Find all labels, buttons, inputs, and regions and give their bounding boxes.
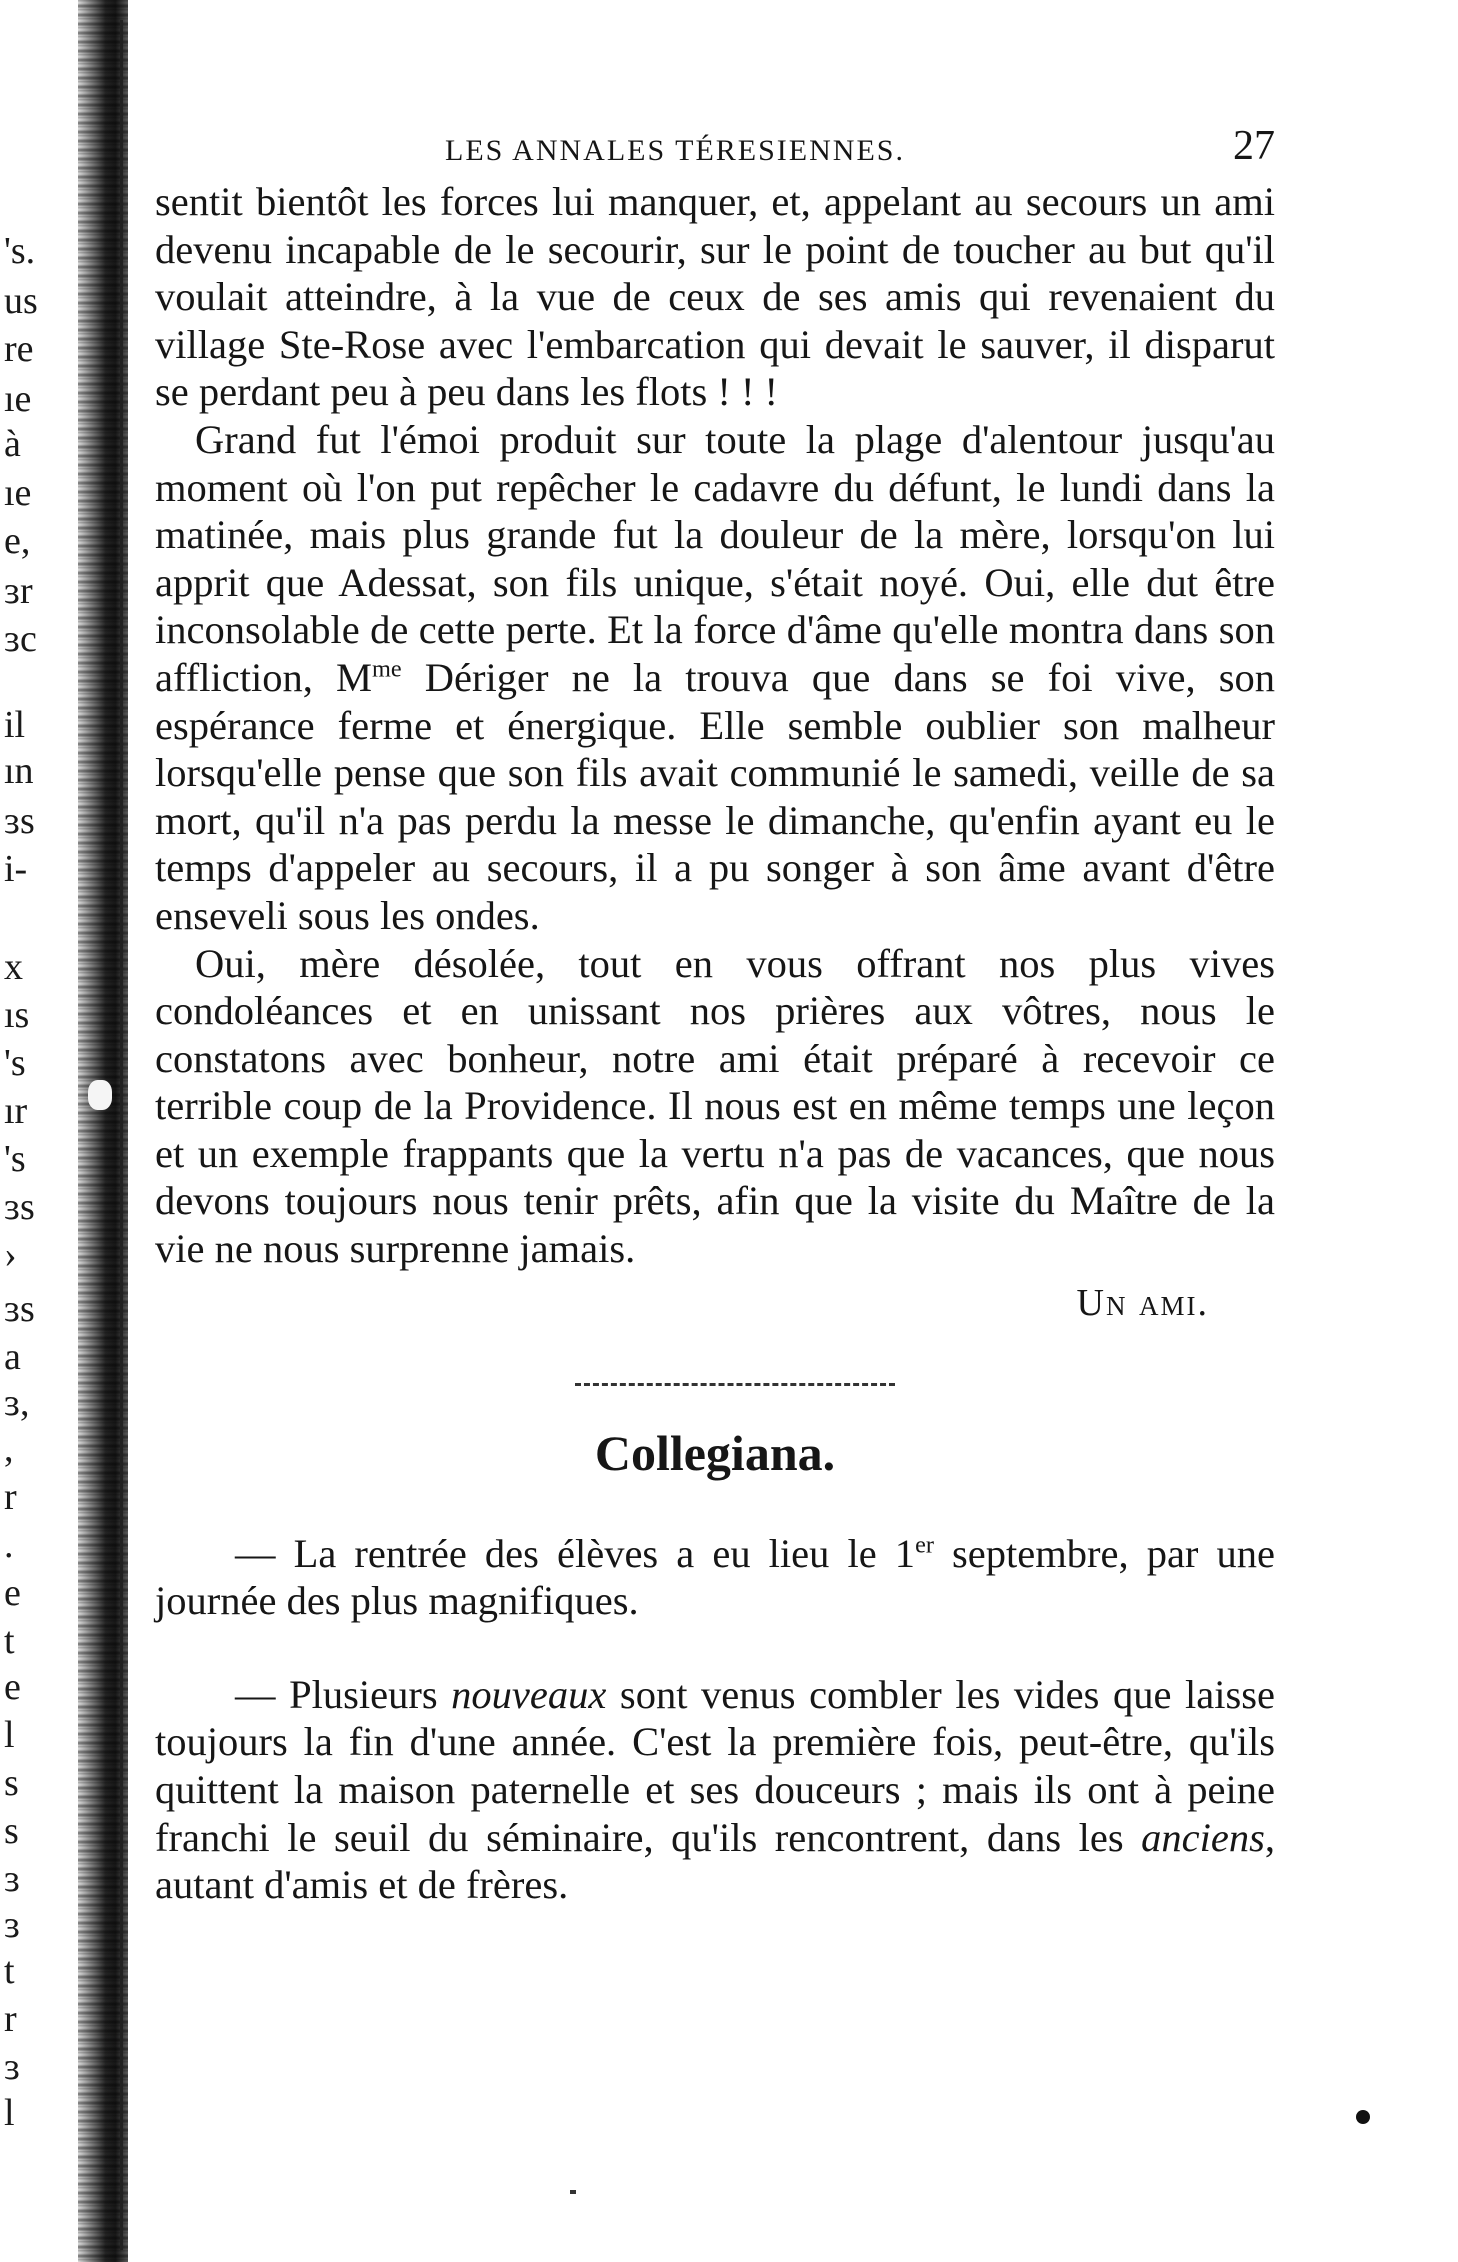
section-title: Collegiana. [594,1424,836,1481]
margin-fragment: r [4,1998,17,2040]
margin-fragment: s [4,1762,19,1804]
margin-fragment: . [4,1524,14,1566]
margin-fragment: e, [4,520,31,562]
stray-dot [1356,2110,1370,2124]
margin-fragment: , [4,1428,14,1470]
page [155,118,1275,1955]
running-head [155,118,1275,178]
margin-fragment: us [4,280,38,322]
item-2-emphasis-1: nouveaux [451,1671,607,1717]
margin-fragment: ır [4,1090,28,1132]
margin-fragment: t [4,1950,15,1992]
margin-fragment: il [4,704,26,746]
collegiana-item-1-text [155,1530,1275,1625]
paragraph-3: Oui, mère désolée, tout en vous offrant nos plus vives condoléances et en unissant nos prières aux vôtres, nous le constatons avec bonheur, notre ami était préparé à recevoir ce terrible coup de la Providence. Il nous est en même temps une leçon et un exemple frappants que la vertu n'a pas de vacances, que nous devons toujours nous tenir prêts, afin que la visite du Maître de la vie ne nous surprenne jamais. [155,940,1275,1272]
margin-fragment: 's [4,1138,26,1180]
paragraph-2 [155,416,1275,940]
item-2-emphasis-2: anciens [1141,1814,1265,1860]
paragraph-2-superscript: me [371,655,402,683]
gutter-spot [88,1080,112,1110]
item-1-text-a: — La rentrée des élèves a eu lieu le 1 [235,1530,916,1576]
margin-fragment: ɜs [4,1186,35,1228]
margin-fragment: ɜr [4,570,33,612]
page-number: 27 [1233,123,1275,169]
section-divider [575,1383,895,1386]
margin-fragment: 's. [4,230,36,272]
margin-fragment: i- [4,848,28,890]
paragraph-2-text-a: Grand fut l'émoi produit sur toute la plage d'alentour jusqu'au moment où l'on put repêcher le cadavre du défunt, le lundi dans la matinée, mais plus grande fut la douleur de la mère, lorsqu'on lui apprit que Adessat, son fils unique, s'était noyé. Oui, elle dut être inconsolable de cette perte. Et la force d'âme qu'elle montra dans son affliction, M [155,416,1275,700]
margin-fragment: s [4,1810,19,1852]
margin-fragment: ɜc [4,618,37,660]
margin-fragment: ɜ, [4,1382,30,1424]
margin-fragment: a [4,1336,21,1378]
gutter-line [120,20,123,2250]
stray-speck [570,2190,576,2194]
margin-fragment: ıe [4,472,32,514]
paragraph-2-text-b: Dériger ne la trouva que dans se foi vive, son espérance ferme et énergique. Elle semble oublier son malheur lorsqu'elle pense que son fils avait communié le samedi, veille de sa mort, qu'il n'a pas perdu la messe le dimanche, qu'enfin ayant eu le temps d'appeler au secours, il a pu songer à son âme avant d'être enseveli sous les ondes. [155,654,1275,938]
margin-fragment: ın [4,750,34,792]
margin-fragment: ɜs [4,800,35,842]
margin-fragment: ɜ [4,2046,20,2088]
margin-fragment: 's [4,1042,26,1084]
previous-page-margin [0,0,80,2262]
margin-fragment: e [4,1666,21,1708]
article-body [155,178,1275,1273]
signature: Un ami. [1076,1281,1209,1324]
margin-fragment: à [4,423,21,465]
collegiana-item-2 [155,1671,1275,1909]
margin-fragment: t [4,1620,15,1662]
margin-fragment: e [4,1572,21,1614]
running-title: LES ANNALES TÉRESIENNES. [445,134,905,167]
item-2-text-b: sont venus combler les vides que laisse toujours la fin d'une année. C'est la première fois, peut-être, qu'ils quittent la maison paternelle et ses douceurs ; mais ils ont à peine franchi le seuil du séminaire, qu'ils rencontrent, dans les [155,1671,1276,1860]
margin-fragment: x [4,946,23,988]
margin-fragment: l [4,1714,15,1756]
paragraph-1: sentit bientôt les forces lui manquer, et, appelant au secours un ami devenu incapable de le secourir, sur le point de toucher au but qu'il voulait atteindre, à la vue de ceux de ses amis qui revenaient du village Ste-Rose avec l'embarcation qui devait le sauver, il disparut se perdant peu à peu dans les flots ! ! ! [155,179,1275,415]
margin-fragment: ɜs [4,1288,35,1330]
margin-fragment: ɜ [4,1858,20,1900]
item-1-superscript: er [915,1531,934,1559]
item-2-text-c: , autant d'amis et de frères. [155,1814,1275,1908]
margin-fragment: ıe [4,378,32,420]
margin-fragment: ɜ [4,1904,20,1946]
collegiana-item-2-text [155,1671,1275,1909]
item-2-text-a: — Plusieurs [235,1671,452,1717]
margin-fragment: › [4,1234,17,1276]
collegiana-item-1 [155,1530,1275,1625]
margin-fragment: r [4,1476,17,1518]
item-1-text-b: septembre, par une journée des plus magnifiques. [155,1530,1275,1624]
margin-fragment: ıs [4,994,30,1036]
margin-fragment: re [4,328,34,370]
margin-fragment: l [4,2092,15,2134]
